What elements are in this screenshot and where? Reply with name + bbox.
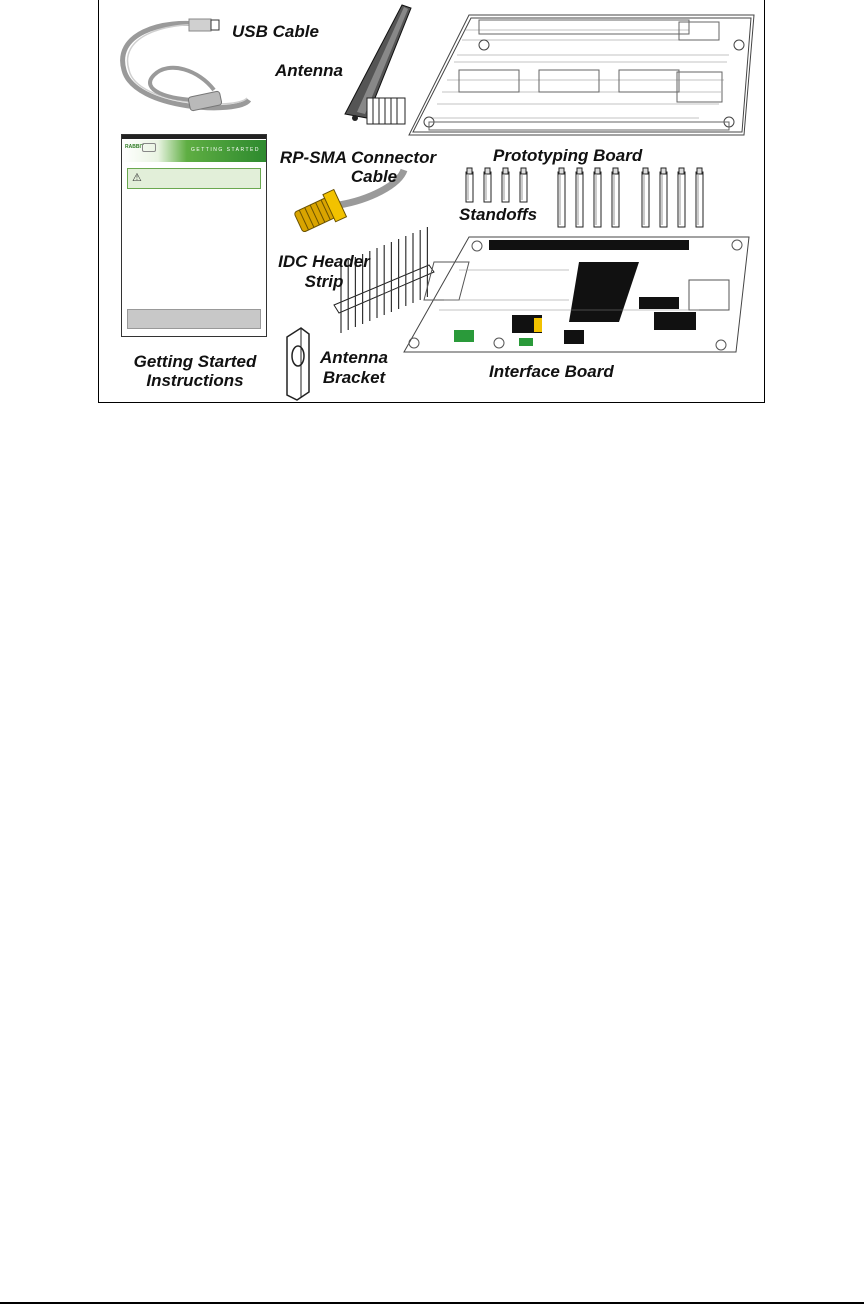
standoff	[642, 168, 649, 227]
standoffs-label: Standoffs	[459, 205, 538, 224]
card-logo: RABBIT	[125, 144, 144, 150]
antenna-bracket	[287, 328, 309, 400]
interface-board-label: Interface Board	[489, 362, 614, 381]
card-header-text: GETTING STARTED	[191, 147, 260, 153]
getting-started-label-line1: Getting Started	[133, 352, 257, 371]
idc-header-label-line2: Strip	[304, 272, 344, 291]
standoff	[484, 168, 491, 202]
standoff	[612, 168, 619, 227]
getting-started-card	[121, 134, 267, 337]
kit-contents-figure	[98, 0, 765, 403]
rp-sma-label-line2: Cable	[350, 167, 398, 186]
usb-cable-label: USB Cable	[232, 22, 319, 41]
antenna	[345, 5, 411, 124]
standoff	[576, 168, 583, 227]
standoff	[594, 168, 601, 227]
antenna-label: Antenna	[275, 61, 343, 80]
card-top-bar	[122, 135, 266, 139]
card-footer-bar	[127, 309, 261, 329]
getting-started-label-line2: Instructions	[146, 371, 244, 390]
standoff	[520, 168, 527, 202]
standoff	[678, 168, 685, 227]
antenna-bracket-label-line1: Antenna	[320, 348, 388, 367]
standoff	[502, 168, 509, 202]
card-warning-box	[127, 168, 261, 189]
standoff	[466, 168, 473, 202]
card-logo-mark	[142, 143, 156, 152]
interface-board	[404, 237, 749, 352]
warning-triangle-icon: ⚠	[132, 172, 142, 184]
prototyping-board	[409, 15, 754, 135]
page-footer-rule	[0, 1302, 864, 1304]
rp-sma-label-line1: RP-SMA Connector	[279, 148, 437, 167]
standoff	[558, 168, 565, 227]
prototyping-board-label: Prototyping Board	[493, 146, 643, 165]
antenna-bracket-label-line2: Bracket	[322, 368, 386, 387]
idc-header-label-line1: IDC Header	[278, 252, 370, 271]
usb-cable	[123, 19, 249, 111]
standoff	[660, 168, 667, 227]
standoff	[696, 168, 703, 227]
